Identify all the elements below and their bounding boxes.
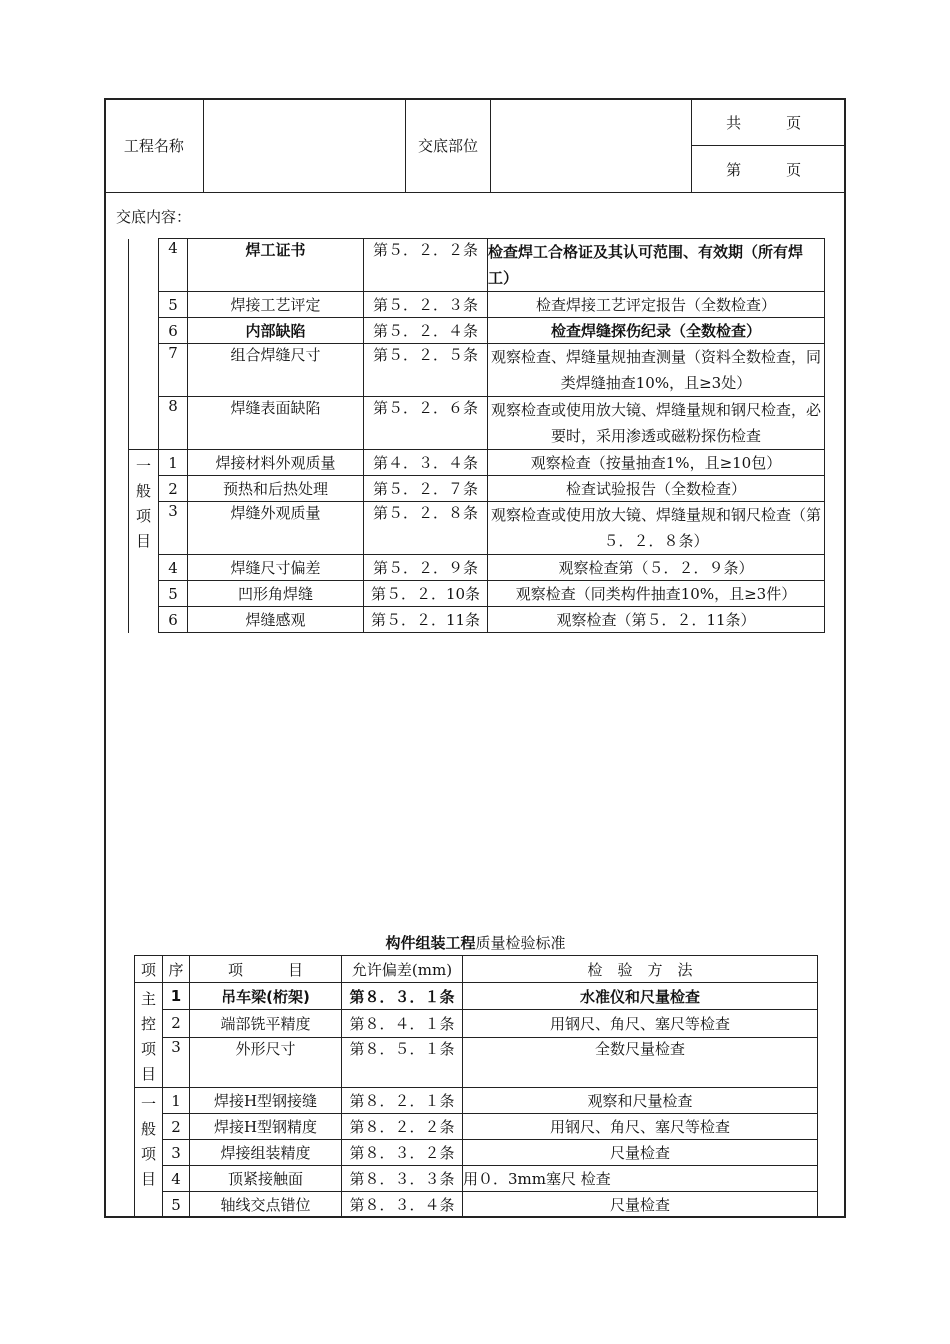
row-tolerance: 第８．２．１条 (342, 1088, 463, 1114)
row-tolerance: 第８．３．１条 (342, 983, 463, 1010)
row-item: 焊接H型钢精度 (190, 1114, 342, 1140)
row-method: 全数尺量检查 (463, 1037, 818, 1087)
group-char: 目 (140, 1065, 156, 1083)
row-method: 检查试验报告（全数检查） (488, 476, 825, 502)
row-tolerance: 第８．５．１条 (342, 1037, 463, 1087)
row-item: 焊接组装精度 (190, 1140, 342, 1166)
row-method: 用０．3mm塞尺 检查 (463, 1166, 818, 1192)
row-method: 观察检查（同类构件抽查10%，且≥3件） (488, 581, 825, 607)
row-method: 水准仪和尺量检查 (463, 983, 818, 1010)
row-method: 观察检查或使用放大镜、焊缝量规和钢尺检查，必要时，采用渗透或磁粉探伤检查 (488, 397, 825, 450)
group-char: 一 (140, 1095, 156, 1113)
group-label-general (135, 1088, 163, 1218)
assembly-title-bold: 构件组装工程 (385, 934, 476, 952)
row-method: 观察检查第（５．２．９条） (488, 555, 825, 581)
row-no: 2 (159, 476, 188, 502)
row-method: 观察检查（第５．２．11条） (488, 607, 825, 633)
group-char: 目 (140, 1170, 156, 1188)
row-clause: 第５．２．３条 (364, 292, 488, 318)
group-char: 一 (135, 457, 151, 475)
assembly-title-rest: 质量检验标准 (475, 934, 566, 952)
row-item: 端部铣平精度 (190, 1010, 342, 1037)
row-item: 焊缝表面缺陷 (188, 397, 364, 450)
row-tolerance: 第８．３．３条 (342, 1166, 463, 1192)
row-no: 3 (163, 1140, 190, 1166)
group-label-general (129, 450, 159, 633)
row-method: 检查焊缝探伤纪录（全数检查） (488, 318, 825, 344)
header-method: 检 验 方 法 (463, 956, 818, 983)
row-no: 6 (159, 318, 188, 344)
row-no: 5 (163, 1192, 190, 1218)
row-no: 4 (159, 555, 188, 581)
row-tolerance: 第８．３．４条 (342, 1192, 463, 1218)
group-char: 般 (135, 482, 151, 500)
row-no: 2 (163, 1114, 190, 1140)
header-group: 项 (135, 956, 163, 983)
row-clause: 第５．２．７条 (364, 476, 488, 502)
row-method: 观察检查、焊缝量规抽查测量（资料全数检查，同类焊缝抽查10%，且≥3处） (488, 344, 825, 397)
row-item: 轴线交点错位 (190, 1192, 342, 1218)
row-no: 5 (159, 581, 188, 607)
row-item: 吊车梁(桁架) (190, 983, 342, 1010)
group-label-main (135, 983, 163, 1088)
row-item: 凹形角焊缝 (188, 581, 364, 607)
row-no: 7 (159, 344, 188, 397)
row-no: 1 (163, 983, 190, 1010)
header-item: 项 目 (190, 956, 342, 983)
row-method: 用钢尺、角尺、塞尺等检查 (463, 1114, 818, 1140)
assembly-inspection-table (134, 955, 818, 1218)
row-no: 3 (159, 502, 188, 555)
row-clause: 第５．２．８条 (364, 502, 488, 555)
group-char: 项 (135, 507, 151, 525)
row-method: 尺量检查 (463, 1140, 818, 1166)
row-item: 焊接工艺评定 (188, 292, 364, 318)
row-item: 焊接材料外观质量 (188, 450, 364, 476)
row-clause: 第５．２．11条 (364, 607, 488, 633)
row-method: 检查焊工合格证及其认可范围、有效期（所有焊工） (488, 239, 825, 292)
row-method: 用钢尺、角尺、塞尺等检查 (463, 1010, 818, 1037)
row-no: 3 (163, 1037, 190, 1087)
row-item: 预热和后热处理 (188, 476, 364, 502)
row-clause: 第５．２．２条 (364, 239, 488, 292)
row-clause: 第４．３．４条 (364, 450, 488, 476)
row-item: 焊缝外观质量 (188, 502, 364, 555)
assembly-table-title (134, 932, 817, 953)
row-item: 焊缝尺寸偏差 (188, 555, 364, 581)
header-no: 序 (163, 956, 190, 983)
weld-inspection-table (128, 238, 825, 633)
project-name-label: 工程名称 (105, 99, 204, 193)
location-label: 交底部位 (405, 99, 491, 193)
content-label: 交底内容： (116, 208, 192, 226)
row-item: 组合焊缝尺寸 (188, 344, 364, 397)
row-item: 焊缝感观 (188, 607, 364, 633)
header-tolerance: 允许偏差(mm) (342, 956, 463, 983)
row-no: 2 (163, 1010, 190, 1037)
location-value[interactable] (491, 99, 692, 193)
group-char: 目 (135, 532, 151, 550)
project-name-value[interactable] (203, 99, 405, 193)
group-char: 般 (140, 1120, 156, 1138)
page-number: 第 页 (692, 146, 846, 193)
row-no: 5 (159, 292, 188, 318)
row-clause: 第５．２．５条 (364, 344, 488, 397)
row-no: 1 (159, 450, 188, 476)
row-no: 4 (163, 1166, 190, 1192)
row-tolerance: 第８．２．２条 (342, 1114, 463, 1140)
group-char: 控 (140, 1015, 156, 1033)
row-item: 顶紧接触面 (190, 1166, 342, 1192)
row-no: 1 (163, 1088, 190, 1114)
row-method: 观察检查（按量抽查1%，且≥10包） (488, 450, 825, 476)
row-clause: 第５．２．10条 (364, 581, 488, 607)
row-no: 6 (159, 607, 188, 633)
group-char: 项 (140, 1145, 156, 1163)
row-tolerance: 第８．４．１条 (342, 1010, 463, 1037)
row-item: 内部缺陷 (188, 318, 364, 344)
row-clause: 第５．２．４条 (364, 318, 488, 344)
row-tolerance: 第８．３．２条 (342, 1140, 463, 1166)
row-no: 8 (159, 397, 188, 450)
row-method: 检查焊接工艺评定报告（全数检查） (488, 292, 825, 318)
group-char: 项 (140, 1040, 156, 1058)
row-item: 焊工证书 (188, 239, 364, 292)
row-method: 尺量检查 (463, 1192, 818, 1218)
row-no: 4 (159, 239, 188, 292)
header-table (104, 98, 846, 193)
row-clause: 第５．２．６条 (364, 397, 488, 450)
row-clause: 第５．２．９条 (364, 555, 488, 581)
row-item: 焊接H型钢接缝 (190, 1088, 342, 1114)
total-pages: 共 页 (692, 99, 846, 146)
row-method: 观察和尺量检查 (463, 1088, 818, 1114)
group-char: 主 (140, 990, 156, 1008)
group-cell-main (129, 239, 159, 450)
row-method: 观察检查或使用放大镜、焊缝量规和钢尺检查（第５．２．８条） (488, 502, 825, 555)
row-item: 外形尺寸 (190, 1037, 342, 1087)
